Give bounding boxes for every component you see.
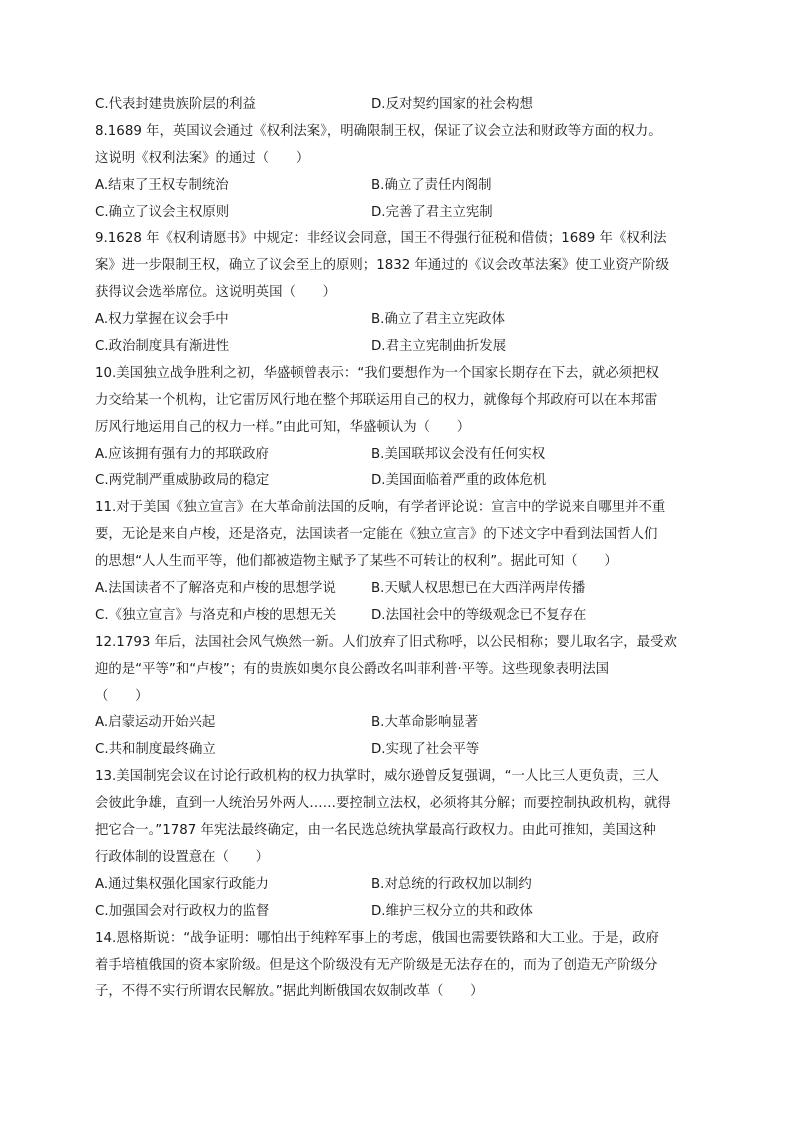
- option-c[interactable]: C.政治制度具有渐进性: [95, 339, 230, 355]
- question-stem-line: 10.美国独立战争胜利之初，华盛顿曾表示：“我们要想作为一个国家长期存在下去，就必须把权: [95, 365, 659, 381]
- option-row: [95, 468, 705, 495]
- option-c[interactable]: C.确立了议会主权原则: [95, 204, 230, 220]
- option-row: [95, 872, 705, 899]
- option-row: [95, 200, 705, 227]
- option-b[interactable]: B.美国联邦议会没有任何实权: [371, 446, 546, 462]
- question-9: [95, 226, 705, 360]
- question-stem-line: 案》进一步限制王权，确立了议会至上的原则；1832 年通过的《议会改革法案》使工业资产阶级: [95, 258, 669, 274]
- question-stem-line: 子，不得不实行所谓农民解放。”据此判断俄国农奴制改革（ ）: [95, 984, 484, 1000]
- option-row: [95, 173, 705, 200]
- option-d[interactable]: D.维护三权分立的共和政体: [371, 903, 533, 919]
- question-11: [95, 495, 705, 629]
- option-c[interactable]: C.共和制度最终确立: [95, 742, 216, 758]
- question-stem-line: 14.恩格斯说：“战争证明：哪怕出于纯粹军事上的考虑，俄国也需要铁路和大工业。于是，政府: [95, 930, 659, 946]
- option-d[interactable]: D.法国社会中的等级观念已不复存在: [371, 607, 587, 623]
- question-stem-line: 力交给某一个机构，让它雷厉风行地在整个邦联运用自己的权力，就像每个邦政府可以在本邦雷: [95, 392, 658, 408]
- question-stem-line: 要，无论是来自卢梭，还是洛克，法国读者一定能在《独立宣言》的下述文字中看到法国哲人们: [95, 527, 658, 543]
- option-a[interactable]: A.通过集权强化国家行政能力: [95, 876, 269, 892]
- question-stem-line: 会彼此争雄，直到一人统治另外两人……要控制立法权，必须将其分解；而要控制执政机构，就得: [95, 796, 671, 812]
- exam-page: [95, 92, 705, 1006]
- option-b[interactable]: B.确立了责任内阁制: [371, 177, 492, 193]
- question-stem-line: 这说明《权利法案》的通过（ ）: [95, 150, 310, 166]
- option-c[interactable]: C.两党制严重威胁政局的稳定: [95, 473, 270, 489]
- question-12: [95, 630, 705, 764]
- question-14: [95, 926, 705, 1007]
- question-stem-line: 13.美国制宪会议在讨论行政机构的权力执掌时，威尔逊曾反复强调，“一人比三人更负责，三人: [95, 769, 659, 785]
- question-stem-line: 9.1628 年《权利请愿书》中规定：非经议会同意，国王不得强行征税和借债；1689 年《权利法: [95, 231, 667, 247]
- option-row: [95, 576, 705, 603]
- question-10: [95, 361, 705, 495]
- option-a[interactable]: A.法国读者不了解洛克和卢梭的思想学说: [95, 581, 336, 597]
- question-stem-line: 厉风行地运用自己的权力一样。”由此可知，华盛顿认为（ ）: [95, 419, 471, 435]
- option-b[interactable]: B.天赋人权思想已在大西洋两岸传播: [371, 581, 586, 597]
- question-stem-line: （ ）: [95, 688, 149, 704]
- question-8: [95, 119, 705, 227]
- option-d[interactable]: D.完善了君主立宪制: [371, 204, 493, 220]
- question-stem-line: 8.1689 年，英国议会通过《权利法案》，明确限制王权，保证了议会立法和财政等方面的权力。: [95, 123, 662, 139]
- question-stem-line: 把它合一。”1787 年宪法最终确定，由一名民选总统执掌最高行政权力。由此可推知，美国这种: [95, 823, 656, 839]
- question-stem-line: 12.1793 年后，法国社会风气焕然一新。人们放弃了旧式称呼，以公民相称；婴儿取名字，最受欢: [95, 634, 677, 650]
- option-b[interactable]: B.大革命影响显著: [371, 715, 479, 731]
- option-row: [95, 334, 705, 361]
- question-stem-line: 行政体制的设置意在（ ）: [95, 849, 270, 865]
- option-c[interactable]: C.代表封建贵族阶层的利益: [95, 97, 256, 112]
- option-a[interactable]: A.启蒙运动开始兴起: [95, 715, 216, 731]
- option-a[interactable]: A.权力掌握在议会手中: [95, 312, 229, 328]
- question-stem-line: 迎的是“平等”和“卢梭”；有的贵族如奥尔良公爵改名叫菲利普·平等。这些现象表明法国: [95, 661, 610, 677]
- question-stem-line: 11.对于美国《独立宣言》在大革命前法国的反响，有学者评论说：宣言中的学说来自哪里并不重: [95, 500, 666, 516]
- option-b[interactable]: B.确立了君主立宪政体: [371, 312, 505, 328]
- option-c[interactable]: C.加强国会对行政权力的监督: [95, 903, 270, 919]
- question-13: [95, 764, 705, 925]
- option-c[interactable]: C.《独立宣言》与洛克和卢梭的思想无关: [95, 607, 337, 623]
- option-d[interactable]: D.美国面临着严重的政体危机: [371, 473, 547, 489]
- option-row: [95, 710, 705, 737]
- question-stem-line: 着手培植俄国的资本家阶级。但是这个阶级没有无产阶级是无法存在的，而为了创造无产阶级分: [95, 957, 658, 973]
- option-d[interactable]: D.君主立宪制曲折发展: [371, 339, 507, 355]
- question-stem-line: 的思想“人人生而平等，他们都被造物主赋予了某些不可转让的权利”。据此可知（ ）: [95, 554, 618, 570]
- option-d[interactable]: D.实现了社会平等: [371, 742, 480, 758]
- option-row: [95, 92, 705, 119]
- question-stem-line: 获得议会选举席位。这说明英国（ ）: [95, 285, 337, 301]
- option-row: [95, 899, 705, 926]
- option-d[interactable]: D.反对契约国家的社会构想: [371, 97, 533, 112]
- option-row: [95, 442, 705, 469]
- option-a[interactable]: A.应该拥有强有力的邦联政府: [95, 446, 269, 462]
- option-row: [95, 737, 705, 764]
- option-a[interactable]: A.结束了王权专制统治: [95, 177, 229, 193]
- option-b[interactable]: B.对总统的行政权加以制约: [371, 876, 532, 892]
- option-row: [95, 307, 705, 334]
- option-row: [95, 603, 705, 630]
